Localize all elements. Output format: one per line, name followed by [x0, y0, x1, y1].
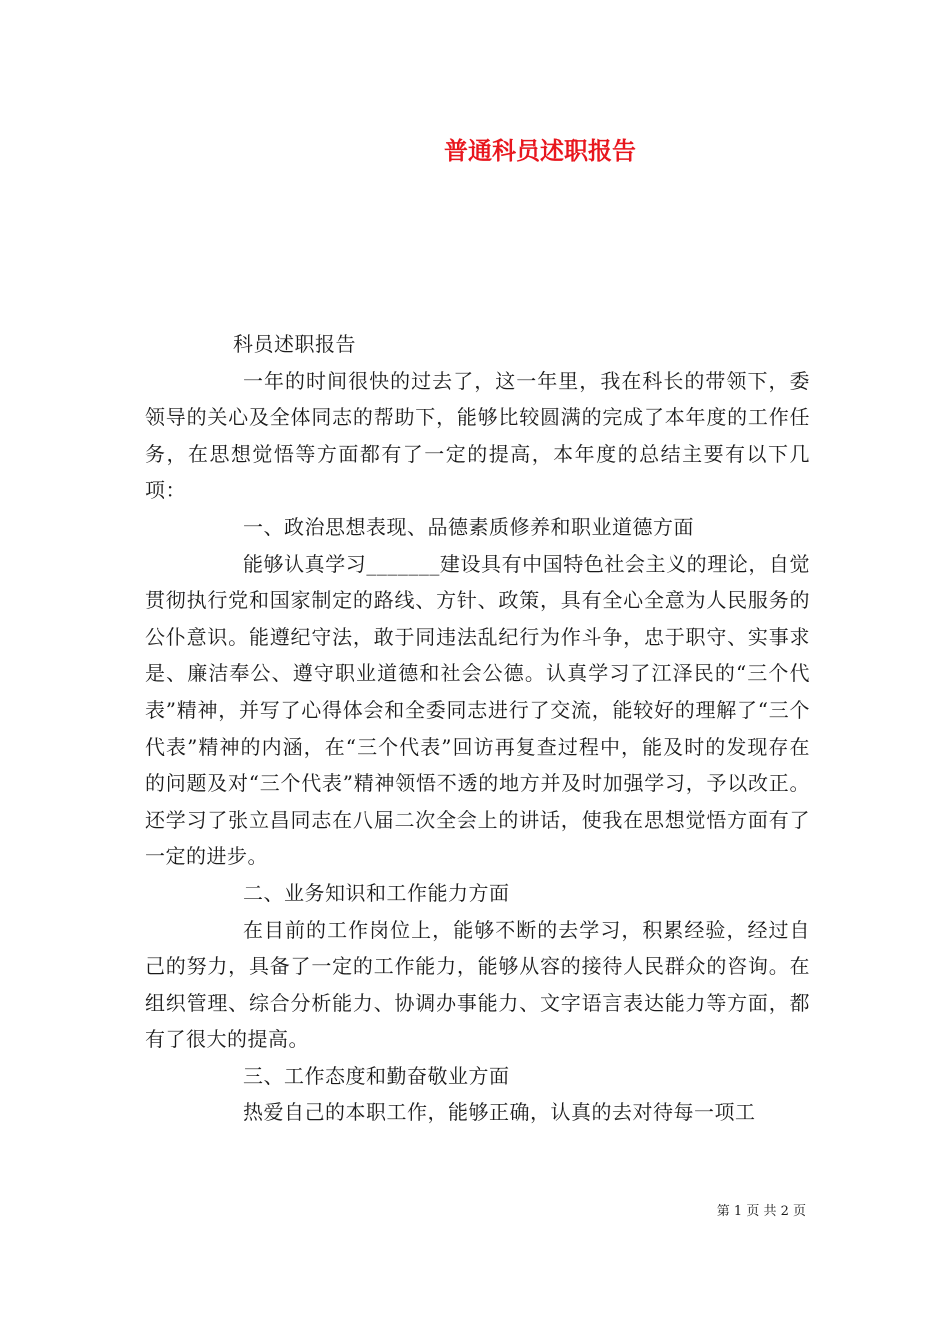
- page-number-label: 第 1 页 共 2 页: [716, 1204, 806, 1219]
- page-number-footer: [0, 1203, 806, 1221]
- section-heading-1: 一、政治思想表现、品德素质修养和职业道德方面: [243, 514, 694, 539]
- section-heading-3: 三、工作态度和勤奋敬业方面: [243, 1063, 510, 1088]
- document-heading: 科员述职报告: [233, 332, 356, 356]
- document-body: [145, 326, 810, 1131]
- page-title: 普通科员述职报告: [444, 136, 636, 165]
- section-heading-2: 二、业务知识和工作能力方面: [243, 880, 510, 905]
- section-2-paragraph: 在目前的工作岗位上，能够不断的去学习，积累经验，经过自己的努力，具备了一定的工作能力，能够从容的接待人民群众的咨询。在组织管理、综合分析能力、协调办事能力、文字语言表达能力等方面，都有了很大的提高。: [145, 917, 810, 1052]
- section-3-paragraph: 热爱自己的本职工作，能够正确，认真的去对待每一项工: [243, 1100, 756, 1125]
- intro-paragraph: 一年的时间很快的过去了，这一年里，我在科长的带领下，委领导的关心及全体同志的帮助下，能够比较圆满的完成了本年度的工作任务，在思想觉悟等方面都有了一定的提高，本年度的总结主要有以下几项：: [145, 368, 810, 503]
- section-1-paragraph: 能够认真学习_______建设具有中国特色社会主义的理论，自觉贯彻执行党和国家制定的路线、方针、政策，具有全心全意为人民服务的公仆意识。能遵纪守法，敢于同违法乱纪行为作斗争，忠于职守、实事求是、廉洁奉公、遵守职业道德和社会公德。认真学习了江泽民的“三个代表”精神，并写了心得体会和全委同志进行了交流，能较好的理解了“三个代表”精神的内涵，在“三个代表”回访再复查过程中，能及时的发现存在的问题及对“三个代表”精神领悟不透的地方并及时加强学习，予以改正。还学习了张立昌同志在八届二次全会上的讲话，使我在思想觉悟方面有了一定的进步。: [145, 551, 810, 869]
